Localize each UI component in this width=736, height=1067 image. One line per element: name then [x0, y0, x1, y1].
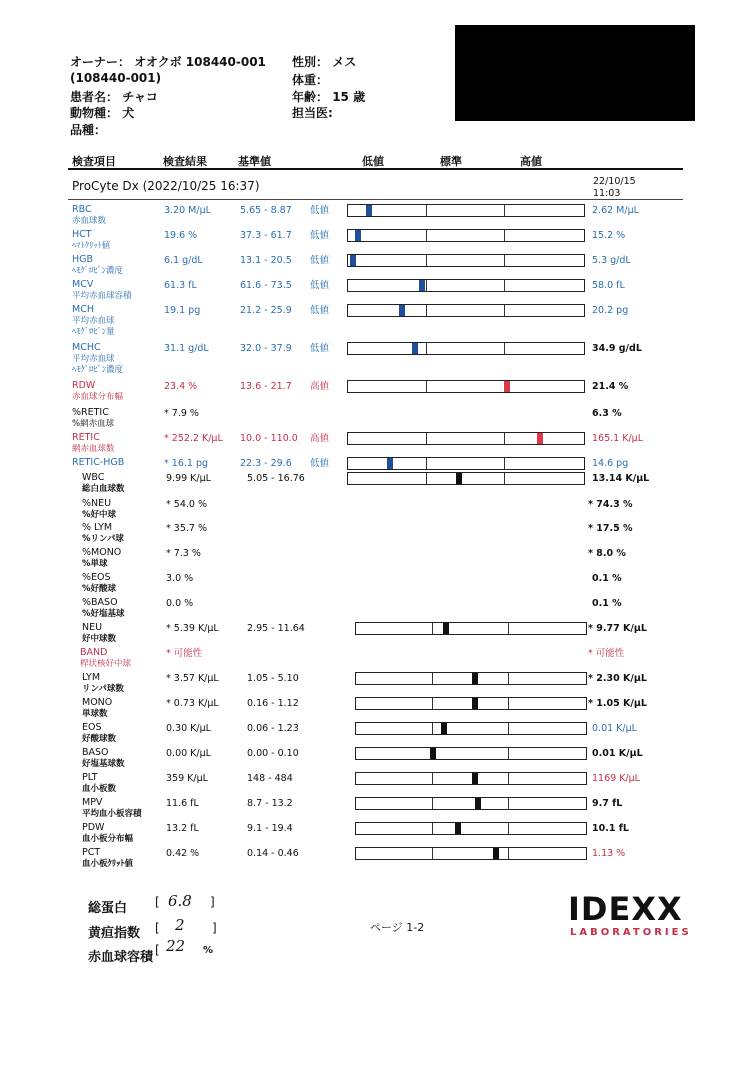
- range-bar: [355, 747, 587, 760]
- test-subname: ﾍﾓｸﾞﾛﾋﾞﾝ濃度: [72, 266, 124, 276]
- range-marker: [504, 381, 510, 392]
- test-name: EOS: [82, 722, 102, 733]
- test-subname: 血小板ｸﾘｯﾄ値: [82, 859, 134, 869]
- test-result: 61.3 fL: [164, 280, 197, 291]
- test-prev: 20.2 pg: [592, 305, 629, 316]
- prev-time: 11:03: [593, 188, 621, 199]
- col-normal: 標準: [440, 155, 462, 168]
- test-ref: 148 - 484: [247, 773, 293, 784]
- breed-label: 品種：: [70, 123, 107, 137]
- test-prev: 34.9 g/dL: [592, 343, 642, 354]
- test-name: %MONO: [82, 547, 122, 558]
- test-ref: 10.0 - 110.0: [240, 433, 298, 444]
- range-marker: [475, 798, 481, 809]
- test-name: MCH: [72, 304, 94, 315]
- test-name: PCT: [82, 847, 101, 858]
- range-bar: [347, 472, 585, 485]
- test-subname: 平均赤血球: [72, 354, 115, 364]
- test-prev: 58.0 fL: [592, 280, 625, 291]
- vet-label: 担当医:: [292, 106, 333, 120]
- test-prev: 15.2 %: [592, 230, 626, 241]
- test-prev: * 2.30 K/μL: [588, 673, 647, 684]
- pcv-label: 赤血球容積: [88, 950, 154, 965]
- icterus-value: 2: [175, 916, 185, 934]
- test-subname: 血小板分布幅: [82, 834, 134, 844]
- test-result: 6.1 g/dL: [164, 255, 203, 266]
- test-name: BAND: [80, 647, 108, 658]
- test-name: PLT: [82, 772, 98, 783]
- test-prev: * 1.05 K/μL: [588, 698, 647, 709]
- test-subname: %好塩基球: [82, 609, 125, 619]
- test-name: MCV: [72, 279, 94, 290]
- test-prev: * 可能性: [588, 648, 625, 659]
- test-flag: 高値: [310, 433, 330, 444]
- test-result: 3.0 %: [166, 573, 194, 584]
- test-name: MONO: [82, 697, 113, 708]
- test-subname: %網赤血球: [72, 419, 115, 429]
- test-subname: リンパ球数: [82, 684, 124, 694]
- test-result: 0.42 %: [166, 848, 200, 859]
- test-prev: 0.01 K/μL: [592, 748, 643, 759]
- test-result: 19.1 pg: [164, 305, 201, 316]
- test-ref: 22.3 - 29.6: [240, 458, 292, 469]
- test-subname: 単球数: [82, 709, 108, 719]
- range-marker: [455, 823, 461, 834]
- range-marker: [472, 773, 478, 784]
- test-prev: 1.13 %: [592, 848, 626, 859]
- test-prev: 21.4 %: [592, 381, 629, 392]
- test-ref: 37.3 - 61.7: [240, 230, 292, 241]
- range-bar: [347, 342, 585, 355]
- test-name: NEU: [82, 622, 103, 633]
- test-prev: 0.01 K/μL: [592, 723, 637, 734]
- test-result: 359 K/μL: [166, 773, 208, 784]
- test-ref: 0.16 - 1.12: [247, 698, 299, 709]
- test-name: %NEU: [82, 498, 112, 509]
- test-prev: * 74.3 %: [588, 499, 633, 510]
- range-marker: [419, 280, 425, 291]
- range-marker: [537, 433, 543, 444]
- test-flag: 低値: [310, 343, 330, 354]
- test-prev: 6.3 %: [592, 408, 622, 419]
- test-subname: 平均血小板容積: [82, 809, 142, 819]
- test-subname: 好酸球数: [82, 734, 117, 744]
- range-bar: [347, 254, 585, 267]
- test-name: MCHC: [72, 342, 101, 353]
- test-prev: 165.1 K/μL: [592, 433, 643, 444]
- test-subname: %好中球: [82, 510, 117, 520]
- test-result: * 7.3 %: [166, 548, 201, 559]
- weight-label: 体重：: [292, 73, 329, 87]
- species-line: 動物種： 犬: [70, 106, 135, 120]
- col-item: 検査項目: [72, 155, 116, 168]
- test-subname: 総白血球数: [82, 484, 125, 494]
- tp-bracket-open: [: [155, 895, 160, 909]
- age-value: 15 歳: [332, 90, 366, 104]
- test-subname-2: ﾍﾓｸﾞﾛﾋﾞﾝ濃度: [72, 365, 124, 375]
- redacted-block: [455, 25, 695, 121]
- range-bar: [355, 797, 587, 810]
- species-value: 犬: [122, 106, 135, 120]
- page-number: ページ 1-2: [370, 921, 425, 934]
- test-name: RETIC: [72, 432, 100, 443]
- test-subname: 赤血球分布幅: [72, 392, 124, 402]
- col-high: 高値: [520, 155, 542, 168]
- test-ref: 32.0 - 37.9: [240, 343, 292, 354]
- test-flag: 高値: [310, 381, 330, 392]
- test-prev: * 17.5 %: [588, 523, 633, 534]
- test-result: * 252.2 K/μL: [164, 433, 223, 444]
- test-subname: 血小板数: [82, 784, 117, 794]
- test-name: HCT: [72, 229, 92, 240]
- range-marker: [430, 748, 436, 759]
- prev-date: 22/10/15: [593, 176, 636, 187]
- test-result: 0.00 K/μL: [166, 748, 211, 759]
- test-subname: 桿状核好中球: [80, 659, 132, 669]
- test-subname: 赤血球数: [72, 216, 107, 226]
- test-subname: 好中球数: [82, 634, 117, 644]
- range-marker: [387, 458, 393, 469]
- test-name: HGB: [72, 254, 94, 265]
- test-prev: 13.14 K/μL: [592, 473, 650, 484]
- range-bar: [355, 697, 587, 710]
- test-ref: 1.05 - 5.10: [247, 673, 299, 684]
- test-subname: %単球: [82, 559, 108, 569]
- test-ref: 0.00 - 0.10: [247, 748, 299, 759]
- test-ref: 5.05 - 16.76: [247, 473, 305, 484]
- range-bar: [355, 722, 587, 735]
- test-name: % LYM: [82, 522, 113, 533]
- test-ref: 0.06 - 1.23: [247, 723, 299, 734]
- col-result: 検査結果: [163, 155, 207, 168]
- pcv-bracket-open: [: [155, 943, 160, 957]
- test-prev: 14.6 pg: [592, 458, 629, 469]
- test-result: * 35.7 %: [166, 523, 207, 534]
- tp-label: 総蛋白: [88, 901, 128, 916]
- range-marker: [350, 255, 356, 266]
- range-bar: [347, 380, 585, 393]
- range-bar: [355, 847, 587, 860]
- test-ref: 2.95 - 11.64: [247, 623, 305, 634]
- test-ref: 21.2 - 25.9: [240, 305, 292, 316]
- col-ref: 基準値: [238, 155, 271, 168]
- test-result: * 54.0 %: [166, 499, 207, 510]
- test-subname: 平均赤血球: [72, 316, 115, 326]
- test-subname: %リンパ球: [82, 534, 124, 544]
- range-bar: [347, 229, 585, 242]
- test-ref: 61.6 - 73.5: [240, 280, 292, 291]
- test-ref: 5.65 - 8.87: [240, 205, 292, 216]
- test-result: 3.20 M/μL: [164, 205, 211, 216]
- test-subname: ﾍﾏﾄｸﾘｯﾄ値: [72, 241, 111, 251]
- test-flag: 低値: [310, 280, 330, 291]
- test-prev: 1169 K/μL: [592, 773, 640, 784]
- test-ref: 9.1 - 19.4: [247, 823, 293, 834]
- range-marker: [366, 205, 372, 216]
- test-flag: 低値: [310, 458, 330, 469]
- test-result: 11.6 fL: [166, 798, 199, 809]
- test-result: 0.0 %: [166, 598, 194, 609]
- test-flag: 低値: [310, 205, 330, 216]
- range-bar: [355, 772, 587, 785]
- test-flag: 低値: [310, 230, 330, 241]
- range-marker: [443, 623, 449, 634]
- header-rule: [68, 168, 683, 170]
- test-ref: 8.7 - 13.2: [247, 798, 293, 809]
- test-name: RBC: [72, 204, 92, 215]
- range-marker: [412, 343, 418, 354]
- section-title: ProCyte Dx (2022/10/25 16:37): [72, 179, 260, 193]
- test-result: 31.1 g/dL: [164, 343, 209, 354]
- test-subname: 網赤血球数: [72, 444, 115, 454]
- test-result: 9.99 K/μL: [166, 473, 211, 484]
- idexx-logo-sub: LABORATORIES: [570, 927, 692, 938]
- tp-bracket-close: ]: [210, 895, 215, 909]
- test-result: 0.30 K/μL: [166, 723, 211, 734]
- test-prev: 0.1 %: [592, 598, 622, 609]
- test-name: LYM: [82, 672, 101, 683]
- test-prev: 9.7 fL: [592, 798, 623, 809]
- patient-value: チャコ: [122, 90, 158, 104]
- range-marker: [493, 848, 499, 859]
- range-bar: [347, 279, 585, 292]
- test-name: RDW: [72, 380, 96, 391]
- icterus-label: 黄疸指数: [88, 926, 141, 941]
- section-rule: [68, 199, 683, 200]
- range-bar: [347, 304, 585, 317]
- range-marker: [355, 230, 361, 241]
- pcv-unit: %: [203, 945, 214, 956]
- icterus-bracket-open: [: [155, 921, 160, 935]
- col-low: 低値: [362, 155, 384, 168]
- range-bar: [347, 432, 585, 445]
- test-prev: 5.3 g/dL: [592, 255, 631, 266]
- range-bar: [355, 822, 587, 835]
- test-result: * 5.39 K/μL: [166, 623, 219, 634]
- patient-line: 患者名： チャコ: [70, 90, 158, 104]
- owner-id: (108440-001): [70, 71, 162, 85]
- test-subname: 平均赤血球容積: [72, 291, 132, 301]
- test-prev: 2.62 M/μL: [592, 205, 639, 216]
- age-line: 年齢： 15 歳: [292, 90, 366, 104]
- test-result: * 0.73 K/μL: [166, 698, 219, 709]
- test-ref: 13.1 - 20.5: [240, 255, 292, 266]
- range-bar: [355, 622, 587, 635]
- test-prev: 0.1 %: [592, 573, 622, 584]
- test-name: MPV: [82, 797, 103, 808]
- range-marker: [456, 473, 462, 484]
- test-ref: 13.6 - 21.7: [240, 381, 292, 392]
- range-marker: [399, 305, 405, 316]
- test-name: BASO: [82, 747, 109, 758]
- test-result: * 可能性: [166, 648, 203, 659]
- test-result: * 16.1 pg: [164, 458, 209, 469]
- range-bar: [347, 457, 585, 470]
- test-ref: 0.14 - 0.46: [247, 848, 299, 859]
- owner-line: オーナー： オオクボ 108440-001: [70, 55, 266, 69]
- test-name: RETIC-HGB: [72, 457, 125, 468]
- owner-value: オオクボ 108440-001: [134, 55, 266, 69]
- sex-value: メス: [332, 55, 357, 69]
- test-name: PDW: [82, 822, 105, 833]
- range-bar: [347, 204, 585, 217]
- test-result: 13.2 fL: [166, 823, 199, 834]
- test-result: * 3.57 K/μL: [166, 673, 219, 684]
- test-prev: * 8.0 %: [588, 548, 626, 559]
- test-result: * 7.9 %: [164, 408, 199, 419]
- pcv-value: 22: [166, 937, 186, 955]
- test-prev: 10.1 fL: [592, 823, 629, 834]
- range-marker: [472, 698, 478, 709]
- test-flag: 低値: [310, 305, 330, 316]
- test-subname: %好酸球: [82, 584, 117, 594]
- test-result: 23.4 %: [164, 381, 198, 392]
- test-name: %BASO: [82, 597, 118, 608]
- range-marker: [441, 723, 447, 734]
- test-name: %RETIC: [72, 407, 109, 418]
- test-name: WBC: [82, 472, 105, 483]
- test-subname-2: ﾍﾓｸﾞﾛﾋﾞﾝ量: [72, 327, 115, 337]
- sex-line: 性別： メス: [292, 55, 357, 69]
- range-bar: [355, 672, 587, 685]
- range-marker: [472, 673, 478, 684]
- test-flag: 低値: [310, 255, 330, 266]
- test-result: 19.6 %: [164, 230, 198, 241]
- idexx-logo: IDEXX: [568, 890, 683, 928]
- tp-value: 6.8: [168, 892, 192, 910]
- test-name: %EOS: [82, 572, 111, 583]
- icterus-bracket-close: ]: [212, 921, 217, 935]
- test-prev: * 9.77 K/μL: [588, 623, 647, 634]
- test-subname: 好塩基球数: [82, 759, 125, 769]
